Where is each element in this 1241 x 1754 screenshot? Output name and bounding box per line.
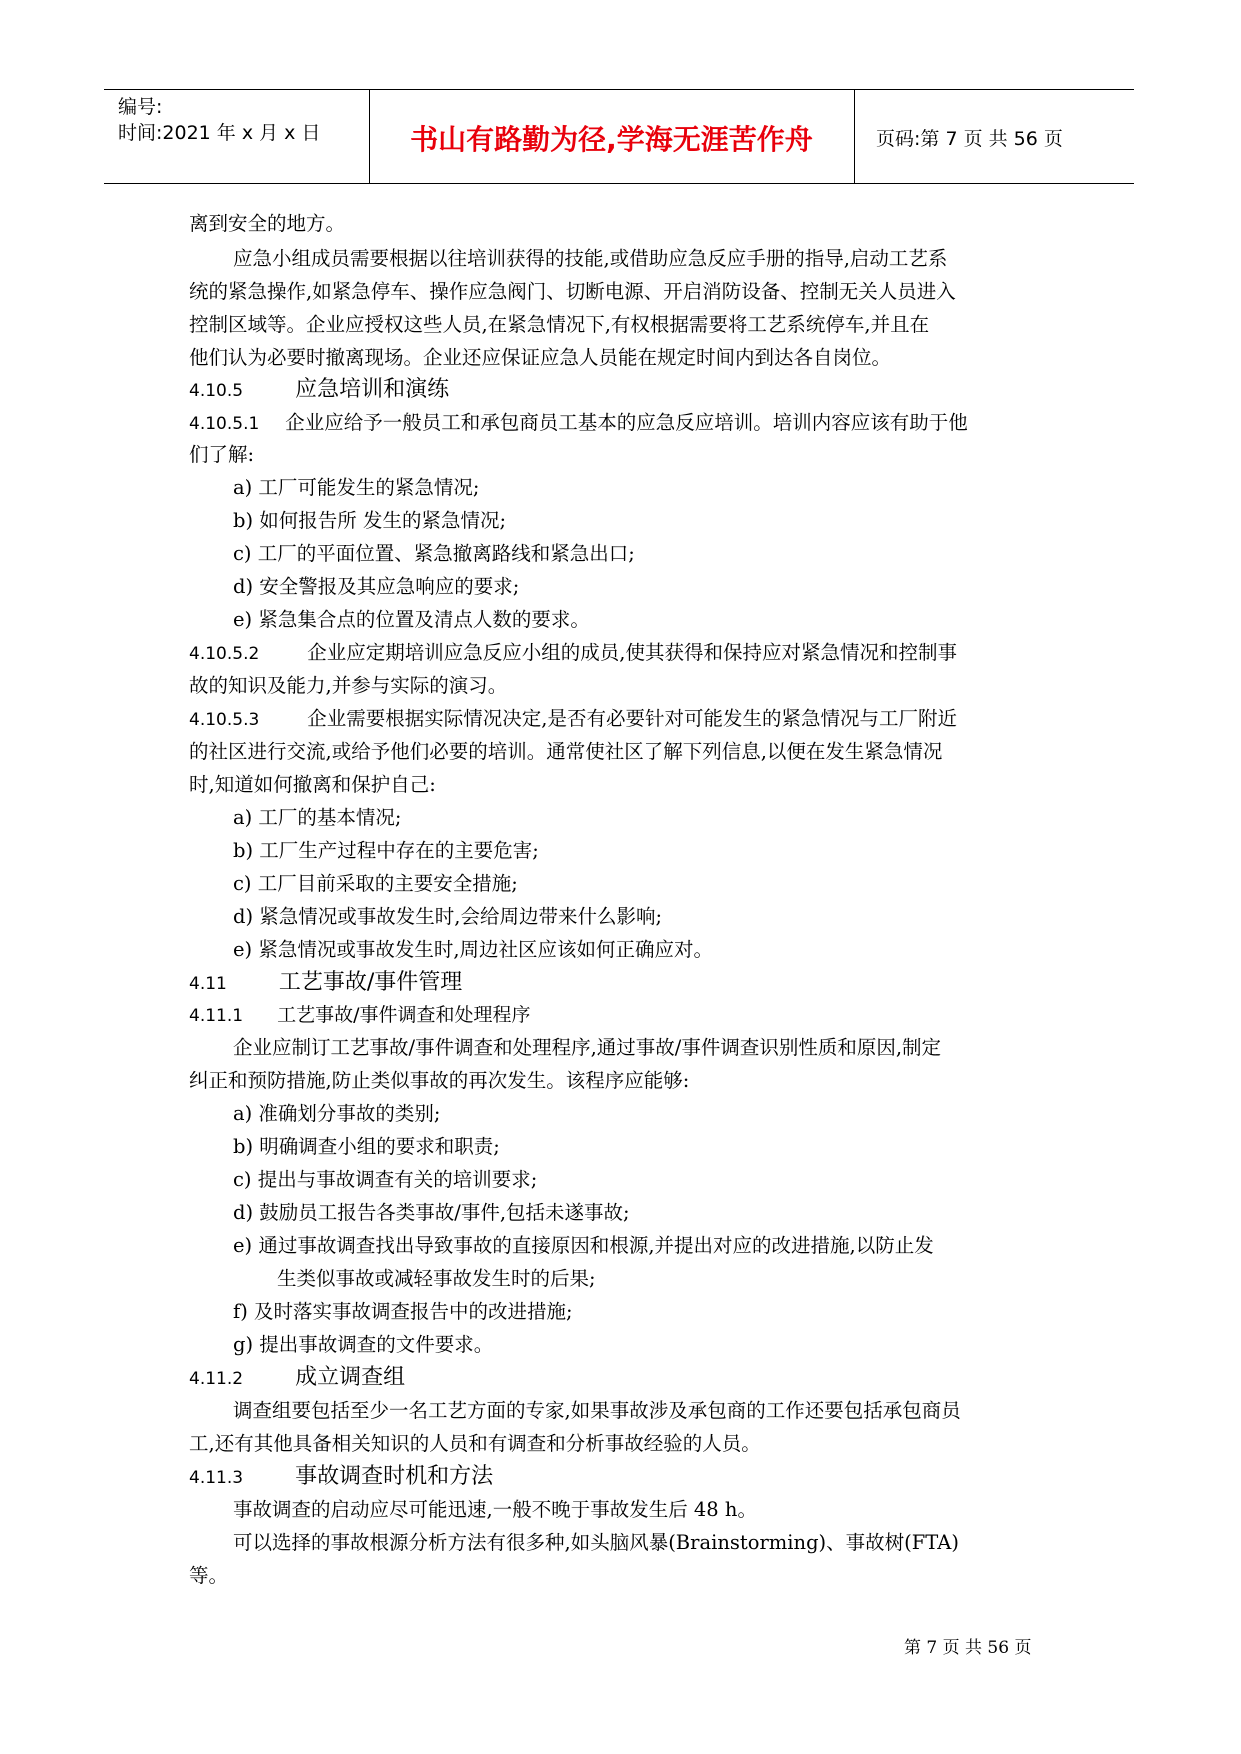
paragraph-line: 控制区域等。企业应授权这些人员,在紧急情况下,有权根据需要将工艺系统停车,并且在 <box>189 313 930 336</box>
paragraph-text: 企业应给予一般员工和承包商员工基本的应急反应培训。培训内容应该有助于他 <box>285 411 968 434</box>
subsection-heading-4-11-1 <box>189 1001 530 1030</box>
page-footer: 第 7 页 共 56 页 <box>904 1638 1032 1658</box>
paragraph-line: 调查组要包括至少一名工艺方面的专家,如果事故涉及承包商的工作还要包括承包商员 <box>233 1399 961 1422</box>
section-title: 应急培训和演练 <box>295 377 450 402</box>
paragraph-line: 们了解: <box>189 443 255 466</box>
list-item: b) 如何报告所 发生的紧急情况; <box>233 509 507 532</box>
section-number: 4.11.1 <box>189 1006 244 1026</box>
list-item: d) 鼓励员工报告各类事故/事件,包括未遂事故; <box>233 1201 630 1224</box>
list-item: f) 及时落实事故调查报告中的改进措施; <box>233 1300 573 1323</box>
section-heading-4-11 <box>189 969 462 998</box>
paragraph-line: 的社区进行交流,或给予他们必要的培训。通常使社区了解下列信息,以便在发生紧急情况 <box>189 740 943 763</box>
paragraph-line <box>189 409 968 438</box>
paragraph-line: 可以选择的事故根源分析方法有很多种,如头脑风暴(Brainstorming)、事故树(FTA) <box>233 1531 959 1554</box>
list-item: a) 工厂的基本情况; <box>233 806 402 829</box>
section-number: 4.11.3 <box>189 1468 244 1488</box>
list-item: c) 工厂的平面位置、紧急撤离路线和紧急出口; <box>233 542 635 565</box>
number-label: 编号: <box>118 96 163 118</box>
section-heading-4-11-2 <box>189 1364 405 1393</box>
motto: 书山有路勤为径,学海无涯苦作舟 <box>410 123 813 156</box>
header-meta-cell <box>104 90 370 183</box>
paragraph-line: 他们认为必要时撤离现场。企业还应保证应急人员能在规定时间内到达各自岗位。 <box>189 346 892 369</box>
section-number: 4.10.5.2 <box>189 644 260 664</box>
paragraph-line: 等。 <box>189 1564 229 1587</box>
paragraph-line: 时,知道如何撤离和保护自己: <box>189 773 436 796</box>
list-item: e) 通过事故调查找出导致事故的直接原因和根源,并提出对应的改进措施,以防止发 <box>233 1234 934 1257</box>
paragraph-line: 应急小组成员需要根据以往培训获得的技能,或借助应急反应手册的指导,启动工艺系 <box>233 247 948 270</box>
list-item: b) 工厂生产过程中存在的主要危害; <box>233 839 539 862</box>
header-motto-cell <box>369 90 855 183</box>
paragraph-line: 统的紧急操作,如紧急停车、操作应急阀门、切断电源、开启消防设备、控制无关人员进入 <box>189 280 956 303</box>
paragraph-line: 企业应制订工艺事故/事件调查和处理程序,通过事故/事件调查识别性质和原因,制定 <box>233 1036 942 1059</box>
list-item: a) 准确划分事故的类别; <box>233 1102 441 1125</box>
paragraph-line: 事故调查的启动应尽可能迅速,一般不晚于事故发生后 48 h。 <box>233 1498 757 1521</box>
paragraph-line: 离到安全的地方。 <box>189 212 346 235</box>
paragraph-text: 企业应定期培训应急反应小组的成员,使其获得和保持应对紧急情况和控制事 <box>307 641 957 664</box>
paragraph-text: 企业需要根据实际情况决定,是否有必要针对可能发生的紧急情况与工厂附近 <box>307 707 957 730</box>
list-item: e) 紧急集合点的位置及清点人数的要求。 <box>233 608 590 631</box>
header-page-cell <box>856 90 1134 183</box>
paragraph-line: 纠正和预防措施,防止类似事故的再次发生。该程序应能够: <box>189 1069 690 1092</box>
time-label: 时间:2021 年 x 月 x 日 <box>118 122 321 144</box>
section-heading-4-10-5 <box>189 376 449 405</box>
section-number: 4.10.5.1 <box>189 414 260 434</box>
page-header <box>104 89 1134 184</box>
section-number: 4.11 <box>189 974 227 994</box>
section-title: 工艺事故/事件管理 <box>278 970 463 995</box>
paragraph-line: 故的知识及能力,并参与实际的演习。 <box>189 674 508 697</box>
section-title: 工艺事故/事件调查和处理程序 <box>277 1004 531 1026</box>
section-number: 4.10.5 <box>189 381 244 401</box>
list-item: c) 提出与事故调查有关的培训要求; <box>233 1168 538 1191</box>
list-item: e) 紧急情况或事故发生时,周边社区应该如何正确应对。 <box>233 938 714 961</box>
list-item: a) 工厂可能发生的紧急情况; <box>233 476 480 499</box>
list-item: b) 明确调查小组的要求和职责; <box>233 1135 500 1158</box>
list-item: d) 紧急情况或事故发生时,会给周边带来什么影响; <box>233 905 663 928</box>
paragraph-line: 工,还有其他具备相关知识的人员和有调查和分析事故经验的人员。 <box>189 1432 761 1455</box>
list-item: g) 提出事故调查的文件要求。 <box>233 1333 494 1356</box>
list-item: c) 工厂目前采取的主要安全措施; <box>233 872 518 895</box>
page-number-label: 页码:第 7 页 共 56 页 <box>876 128 1063 150</box>
section-heading-4-11-3 <box>189 1463 493 1492</box>
section-title: 成立调查组 <box>295 1365 406 1390</box>
list-item-continuation: 生类似事故或减轻事故发生时的后果; <box>277 1267 596 1290</box>
paragraph-line <box>189 639 957 668</box>
section-title: 事故调查时机和方法 <box>295 1464 494 1489</box>
list-item: d) 安全警报及其应急响应的要求; <box>233 575 520 598</box>
paragraph-line <box>189 705 957 734</box>
section-number: 4.11.2 <box>189 1369 244 1389</box>
section-number: 4.10.5.3 <box>189 710 260 730</box>
